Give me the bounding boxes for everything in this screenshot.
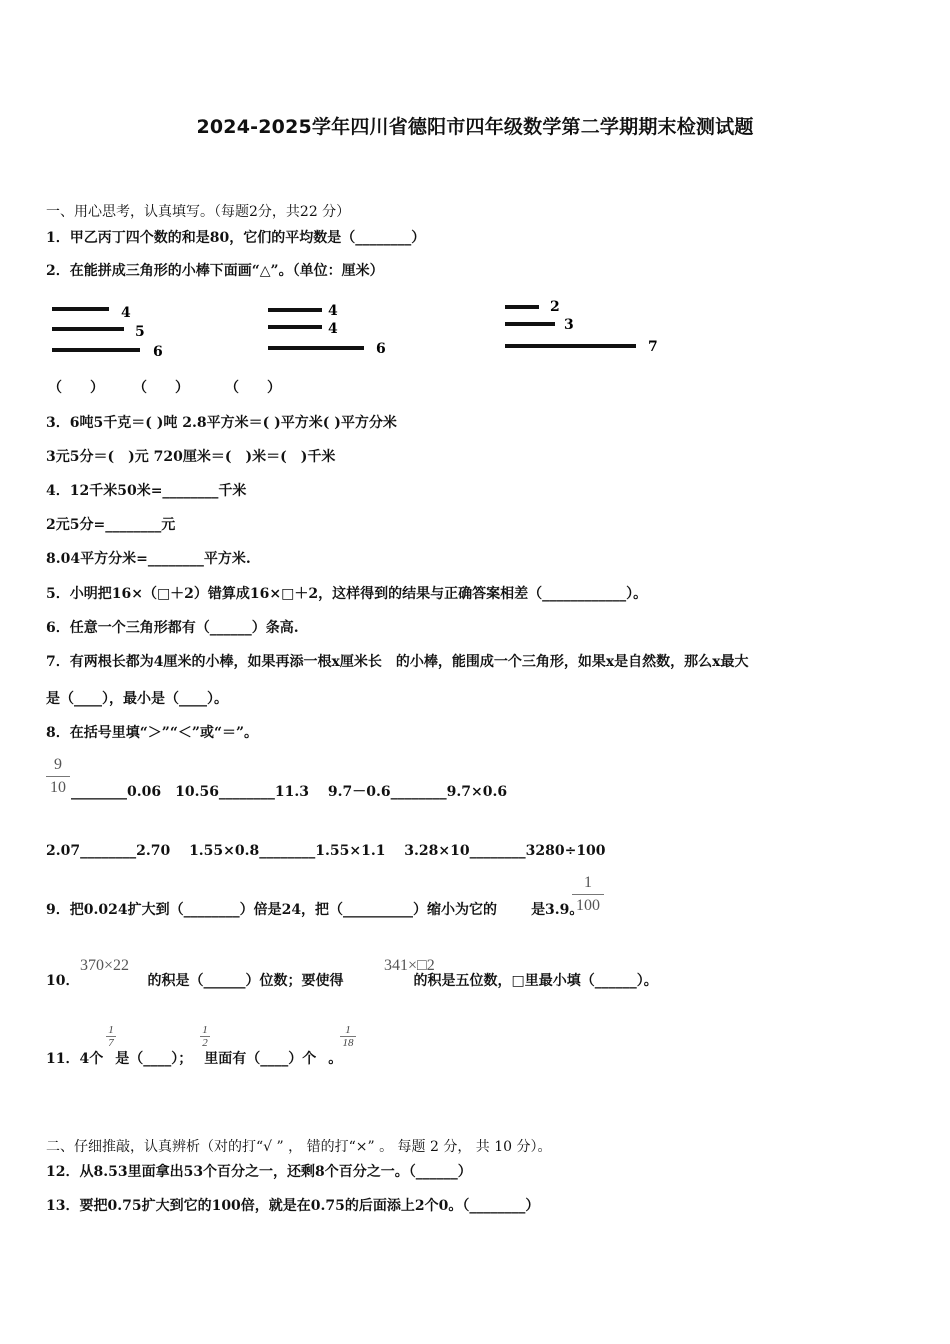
question-9-prefix: 9．把0.024扩大到（________）倍是24，把（__________）缩小为它的 — [46, 902, 498, 918]
fraction-one-seventh — [106, 1024, 116, 1049]
question-10 — [46, 972, 658, 990]
fraction-numerator: 1 — [108, 1024, 114, 1036]
stick-label: 4 — [121, 305, 131, 321]
stick-label: 4 — [328, 321, 338, 337]
section-1-heading: 一、用心思考，认真填写。（每题2分，共22 分） — [46, 204, 351, 220]
stick-label: 7 — [648, 339, 658, 355]
question-3-part-b: 3元5分＝( )元 720厘米＝( )米＝( )千米 — [46, 449, 336, 465]
fraction-denominator: 7 — [108, 1037, 114, 1049]
question-10-suffix: 的积是五位数，□里最小填（______）。 — [413, 973, 658, 989]
sticks-diagram — [0, 290, 950, 370]
section-2-heading: 二、仔细推敲，认真辨析（对的打“√ ” ， 错的打“×” 。 每题 2 分， 共 10 分）。 — [46, 1139, 552, 1155]
stick-label: 6 — [376, 341, 386, 357]
question-3-part-a: 3．6吨5千克＝( )吨 2.8平方米＝( )平方米( )平方分米 — [46, 415, 397, 431]
question-7-line-1: 7．有两根长都为4厘米的小棒，如果再添一根x厘米长 的小棒，能围成一个三角形，如果x是自然数，那么x最大 — [46, 654, 749, 670]
fraction-nine-tenths — [46, 756, 70, 797]
fraction-denominator: 10 — [50, 779, 66, 796]
fraction-one-hundredth — [572, 874, 604, 915]
stick-label: 3 — [564, 317, 574, 333]
q2-answer-blank-3[interactable]: （ ） — [225, 380, 281, 396]
stick-group-2 — [268, 303, 386, 357]
fraction-numerator: 1 — [584, 874, 592, 891]
fraction-denominator: 18 — [342, 1037, 354, 1049]
question-10-prefix: 10． — [46, 973, 80, 989]
stick — [505, 344, 636, 348]
question-2: 2．在能拼成三角形的小棒下面画“△”。（单位：厘米） — [46, 263, 384, 279]
question-11-part-b: 是（____）； — [115, 1051, 193, 1067]
question-8: 8．在括号里填“＞”“＜”或“＝”。 — [46, 725, 259, 741]
stick — [268, 325, 322, 329]
stick-label: 2 — [550, 299, 560, 315]
question-9 — [46, 901, 583, 919]
stick — [268, 308, 322, 312]
fraction-one-eighteenth — [340, 1024, 356, 1049]
question-4-part-b: 2元5分=________元 — [46, 517, 176, 533]
stick — [52, 348, 140, 352]
question-4-part-c: 8.04平方分米=________平方米. — [46, 551, 251, 567]
stick — [505, 305, 539, 309]
stick — [505, 322, 555, 326]
question-13: 13．要把0.75扩大到它的100倍，就是在0.75的后面添上2个0。（________） — [46, 1198, 540, 1214]
fraction-bar — [46, 776, 70, 777]
stick-group-1 — [52, 305, 163, 360]
page-title: 2024-2025学年四川省德阳市四年级数学第二学期期末检测试题 — [196, 116, 754, 138]
question-8-row-1: ________0.06 10.56________11.3 9.7－0.6________9.7×0.6 — [71, 784, 508, 800]
q2-answer-blank-1[interactable]: （ ） — [48, 380, 104, 396]
expression-341x-box2: 341×□2 — [384, 957, 435, 974]
fraction-bar — [572, 894, 604, 895]
question-10-middle: 的积是（______）位数；要使得 — [147, 973, 344, 989]
stick-label: 6 — [153, 344, 163, 360]
fraction-one-half — [200, 1024, 210, 1049]
question-11-part-c: 里面有（____）个 — [204, 1051, 317, 1067]
fraction-denominator: 100 — [576, 897, 600, 914]
stick — [268, 346, 364, 350]
question-7-line-2: 是（____），最小是（____）。 — [46, 691, 228, 707]
stick-group-3 — [505, 299, 658, 355]
question-4-part-a: 4．12千米50米=________千米 — [46, 483, 247, 499]
stick — [52, 307, 109, 311]
question-9-suffix: 是3.9。 — [531, 902, 584, 918]
question-8-row-2: 2.07________2.70 1.55×0.8________1.55×1.1 3.28×10________3280÷100 — [46, 843, 606, 859]
fraction-numerator: 1 — [345, 1024, 351, 1036]
question-11 — [46, 1050, 342, 1068]
question-1: 1．甲乙丙丁四个数的和是80，它们的平均数是（________） — [46, 230, 426, 246]
question-11-part-a: 11．4个 — [46, 1051, 104, 1067]
stick-label: 5 — [135, 324, 145, 340]
fraction-numerator: 1 — [202, 1024, 208, 1036]
stick — [52, 327, 124, 331]
fraction-numerator: 9 — [54, 756, 62, 773]
stick-label: 4 — [328, 303, 338, 319]
q2-answer-blank-2[interactable]: （ ） — [133, 380, 189, 396]
fraction-denominator: 2 — [202, 1037, 208, 1049]
question-12: 12．从8.53里面拿出53个百分之一，还剩8个百分之一。（______） — [46, 1164, 472, 1180]
question-5: 5．小明把16×（□＋2）错算成16×□＋2，这样得到的结果与正确答案相差（____________）。 — [46, 586, 648, 602]
question-11-part-d: 。 — [328, 1051, 343, 1067]
question-6: 6．任意一个三角形都有（______）条高. — [46, 620, 299, 636]
expression-370x22: 370×22 — [80, 957, 130, 974]
